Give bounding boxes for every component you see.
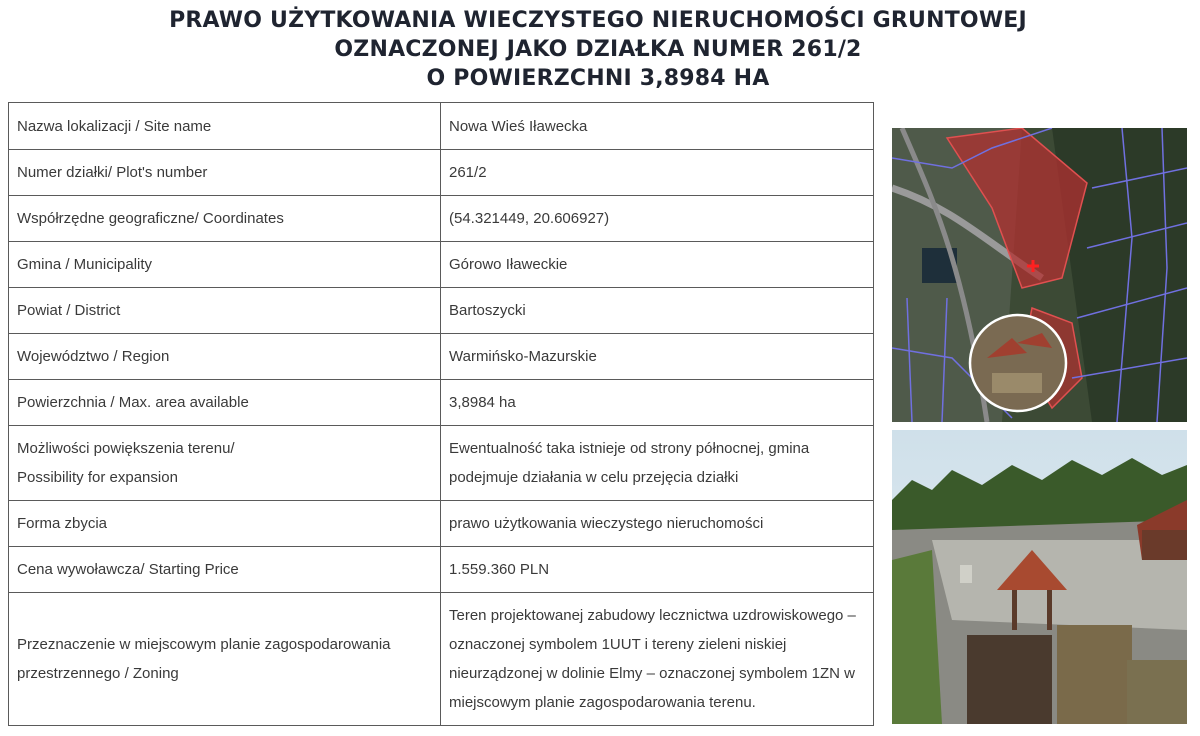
site-photo [892, 430, 1187, 724]
table-row [9, 426, 874, 501]
table-row [9, 380, 874, 426]
row-value-line: oznaczonej symbolem 1UUT i tereny zieleni niskiej [449, 636, 787, 653]
row-value-line: Teren projektowanej zabudowy lecznictwa uzdrowiskowego – [449, 607, 856, 624]
table-row [9, 150, 874, 196]
row-label: Współrzędne geograficzne/ Coordinates [9, 196, 441, 242]
row-value [441, 426, 874, 501]
row-value: Bartoszycki [441, 288, 874, 334]
row-value-line: nieurządzonej w dolinie Elmy – oznaczonej symbolem 1ZN w [449, 665, 856, 682]
table-row [9, 242, 874, 288]
table-row [9, 593, 874, 726]
table-row [9, 288, 874, 334]
row-label: Gmina / Municipality [9, 242, 441, 288]
aerial-map [892, 128, 1187, 422]
row-label-line: Possibility for expansion [17, 469, 178, 486]
aerial-map-image [892, 128, 1187, 422]
row-label: Województwo / Region [9, 334, 441, 380]
row-value: Warmińsko-Mazurskie [441, 334, 874, 380]
row-value: 3,8984 ha [441, 380, 874, 426]
site-photo-drawing [892, 430, 1187, 724]
table-row [9, 501, 874, 547]
row-label: Cena wywoławcza/ Starting Price [9, 547, 441, 593]
row-label: Powierzchnia / Max. area available [9, 380, 441, 426]
row-label-line: Możliwości powiększenia terenu/ [17, 440, 235, 457]
page-title [0, 6, 1196, 93]
table-row [9, 547, 874, 593]
row-value-line: miejscowym planie zagospodarowania terenu. [449, 694, 756, 711]
row-value [441, 593, 874, 726]
table-row [9, 334, 874, 380]
row-label: Nazwa lokalizacji / Site name [9, 103, 441, 150]
row-label [9, 426, 441, 501]
row-label: Powiat / District [9, 288, 441, 334]
row-label-line: Przeznaczenie w miejscowym planie zagospodarowania [17, 636, 391, 653]
row-value: 261/2 [441, 150, 874, 196]
title-line-3: O POWIERZCHNI 3,8984 HA [426, 66, 770, 91]
row-label: Forma zbycia [9, 501, 441, 547]
row-value: 1.559.360 PLN [441, 547, 874, 593]
row-value: Nowa Wieś Iławecka [441, 103, 874, 150]
row-value: (54.321449, 20.606927) [441, 196, 874, 242]
property-info-table [8, 102, 874, 726]
title-line-1: PRAWO UŻYTKOWANIA WIECZYSTEGO NIERUCHOMOŚCI GRUNTOWEJ [169, 8, 1027, 33]
row-value: Górowo Iławeckie [441, 242, 874, 288]
title-line-2: OZNACZONEJ JAKO DZIAŁKA NUMER 261/2 [334, 37, 862, 62]
row-value: prawo użytkowania wieczystego nieruchomości [441, 501, 874, 547]
row-value-line: Ewentualność taka istnieje od strony północnej, gmina [449, 440, 810, 457]
row-label [9, 593, 441, 726]
row-label-line: przestrzennego / Zoning [17, 665, 179, 682]
row-value-line: podejmuje działania w celu przejęcia działki [449, 469, 739, 486]
row-label: Numer działki/ Plot's number [9, 150, 441, 196]
table-row [9, 103, 874, 150]
table-row [9, 196, 874, 242]
